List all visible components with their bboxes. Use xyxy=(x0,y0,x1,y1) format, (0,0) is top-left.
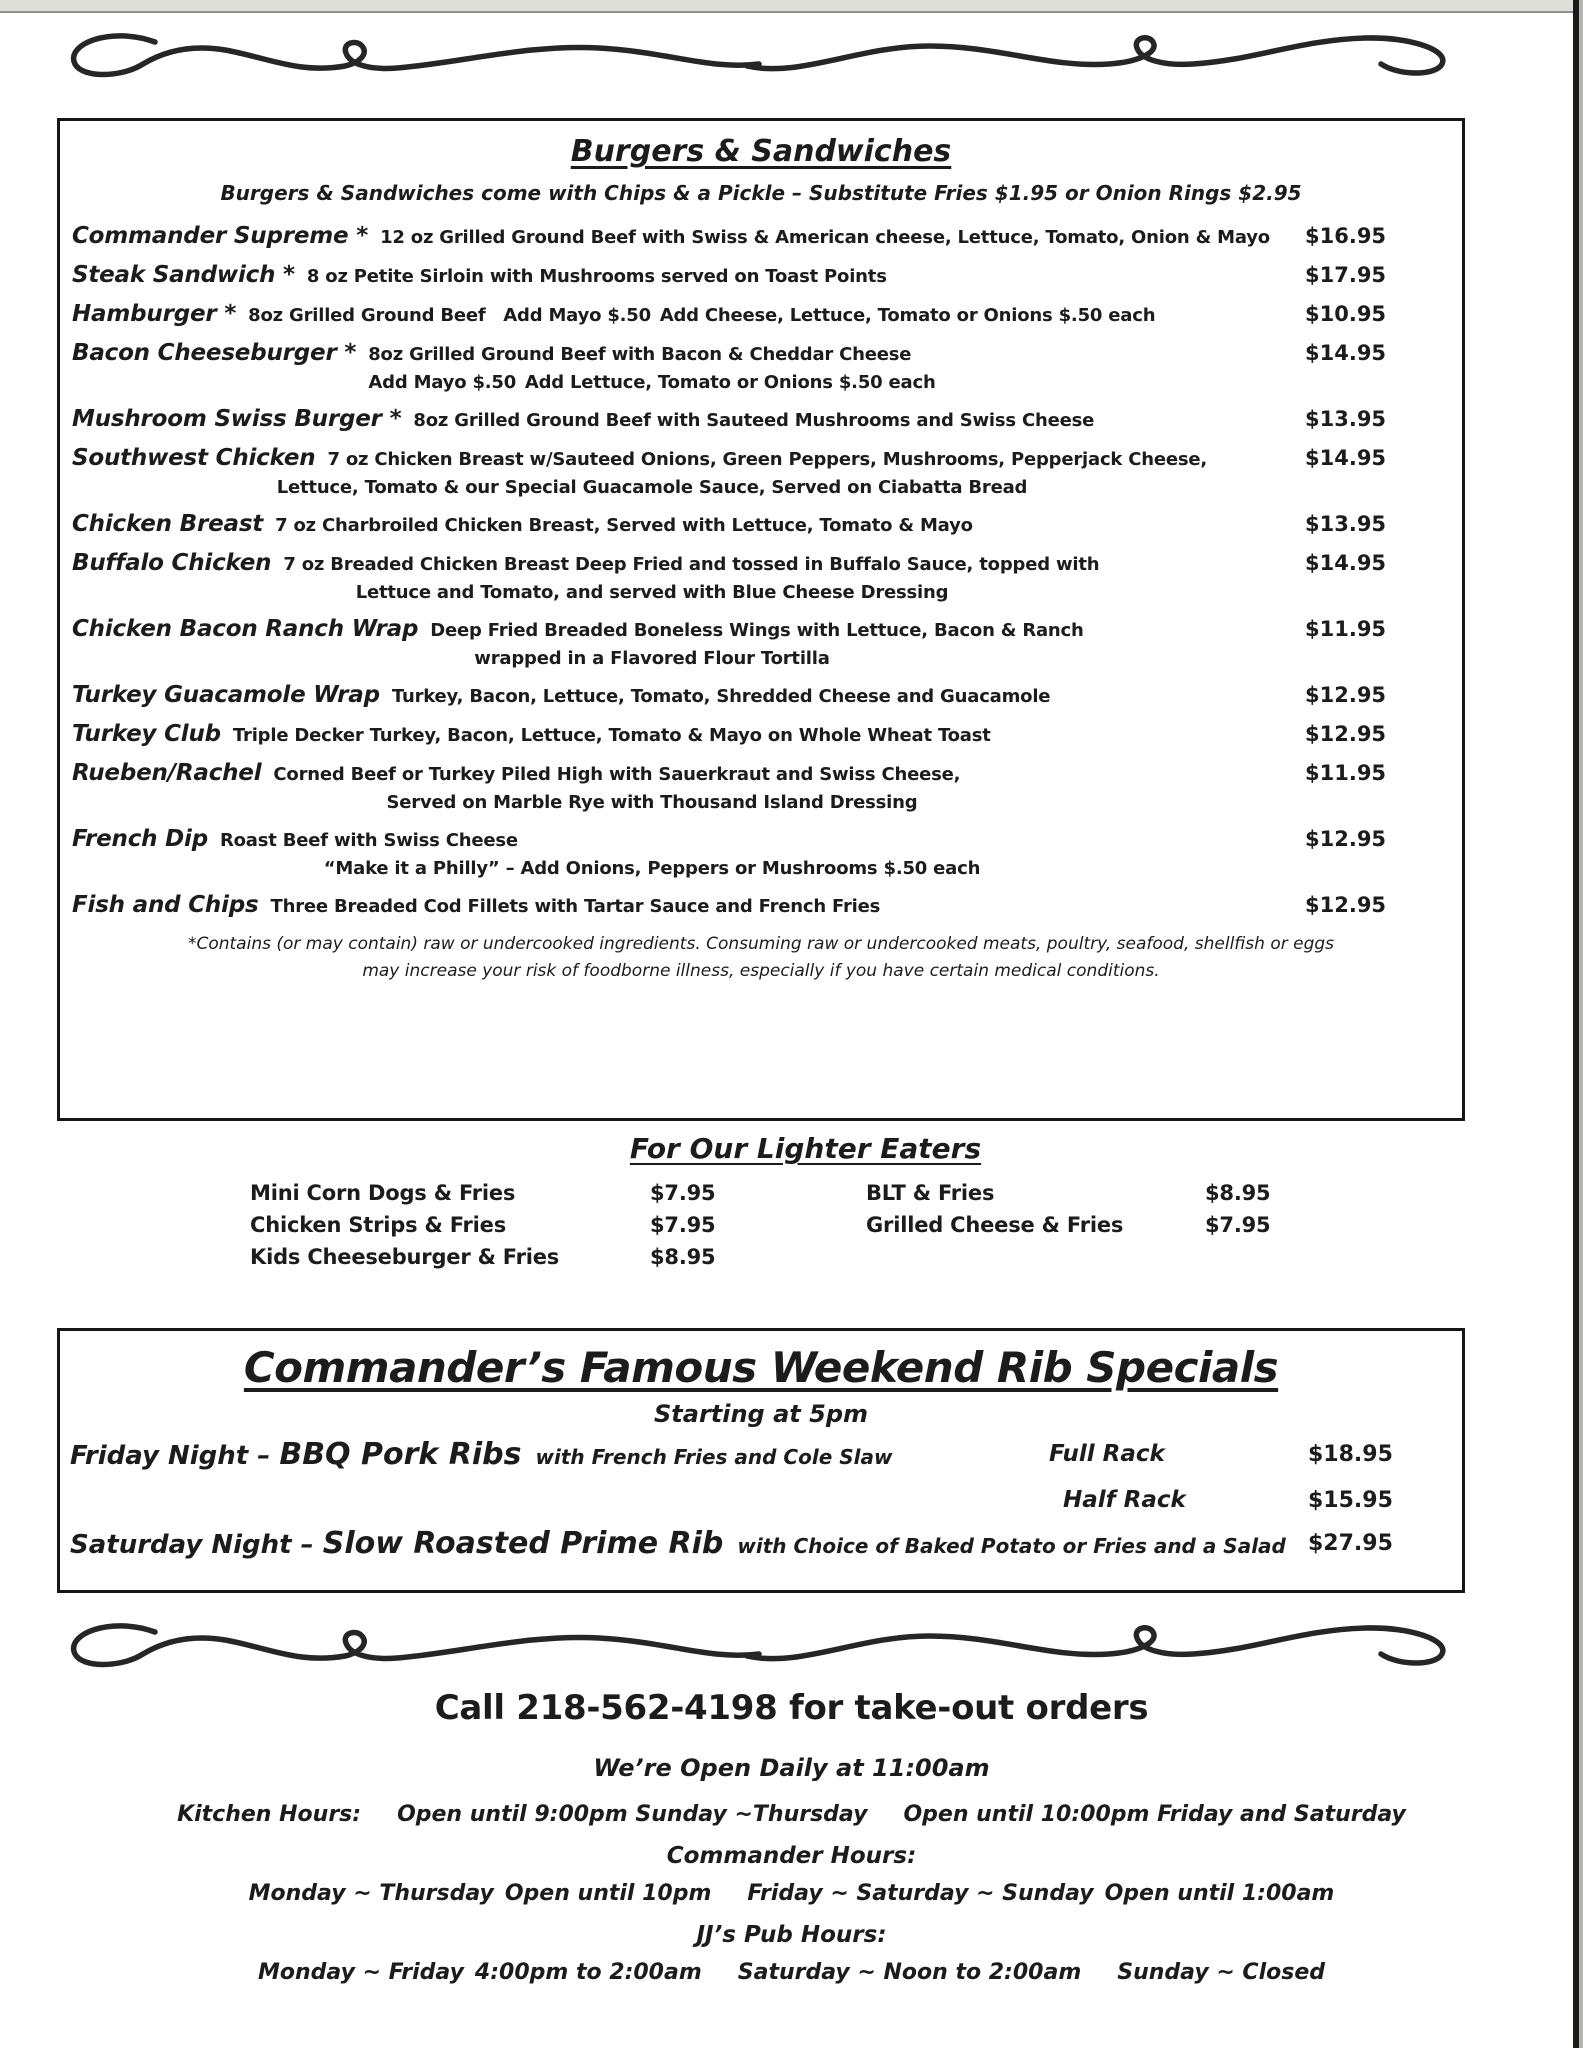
item-description: with Choice of Baked Potato or Fries and a Salad xyxy=(737,1534,1286,1558)
rib-item-friday-halfrack xyxy=(60,1481,1462,1517)
rib-item-saturday xyxy=(60,1526,1462,1561)
item-description: Triple Decker Turkey, Bacon, Lettuce, Tomato & Mayo on Whole Wheat Toast xyxy=(232,725,991,746)
item-description: Deep Fried Breaded Boneless Wings with Lettuce, Bacon & Ranch xyxy=(430,620,1084,641)
kitchen-hours-line xyxy=(0,1802,1583,1827)
item-name: Buffalo Chicken xyxy=(72,550,272,576)
item-name: Fish and Chips xyxy=(72,892,259,918)
rib-specials-section xyxy=(57,1328,1465,1593)
item-price: $7.95 xyxy=(1205,1213,1271,1237)
menu-item xyxy=(72,511,1462,537)
menu-item xyxy=(72,340,1462,393)
item-description-line2: wrapped in a Flavored Flour Tortilla xyxy=(474,648,830,669)
allergy-footnote xyxy=(60,931,1462,985)
menu-item xyxy=(72,550,1462,603)
item-price: $10.95 xyxy=(1305,302,1387,326)
item-name: Mushroom Swiss Burger * xyxy=(72,406,402,432)
option-label: Full Rack xyxy=(1049,1441,1165,1467)
item-price: $14.95 xyxy=(1305,446,1387,470)
jjs-hours-saturday: Saturday ~ Noon to 2:00am xyxy=(737,1960,1082,1985)
item-description: 12 oz Grilled Ground Beef with Swiss & American cheese, Lettuce, Tomato, Onion & Mayo xyxy=(380,227,1270,248)
item-name: Chicken Bacon Ranch Wrap xyxy=(72,616,419,642)
item-description: Turkey, Bacon, Lettuce, Tomato, Shredded Cheese and Guacamole xyxy=(391,686,1051,707)
menu-item xyxy=(72,445,1462,498)
item-name: BBQ Pork Ribs xyxy=(279,1437,522,1472)
flourish-divider-bottom xyxy=(55,1612,1463,1676)
item-description: 8 oz Petite Sirloin with Mushrooms served on Toast Points xyxy=(306,266,887,287)
item-price: $14.95 xyxy=(1305,341,1387,365)
contact-hours-section xyxy=(0,1688,1583,1985)
item-price: $7.95 xyxy=(650,1181,716,1205)
item-description: 7 oz Charbroiled Chicken Breast, Served with Lettuce, Tomato & Mayo xyxy=(275,515,973,536)
kitchen-hours-label: Kitchen Hours: xyxy=(177,1802,362,1827)
rib-item-friday xyxy=(60,1437,1462,1472)
item-description: Three Breaded Cod Fillets with Tartar Sauce and French Fries xyxy=(270,896,881,917)
item-name: Mini Corn Dogs & Fries xyxy=(250,1181,516,1205)
item-name: Southwest Chicken xyxy=(72,445,316,471)
menu-item xyxy=(72,826,1462,879)
item-description: 7 oz Breaded Chicken Breast Deep Fried and tossed in Buffalo Sauce, topped with xyxy=(283,554,1100,575)
item-name: Grilled Cheese & Fries xyxy=(866,1213,1124,1237)
menu-item xyxy=(72,223,1462,249)
commander-hours-line xyxy=(0,1881,1583,1906)
item-name: Commander Supreme * xyxy=(72,223,369,249)
item-name: Steak Sandwich * xyxy=(72,262,295,288)
item-description-line2: Add Mayo $.50 Add Lettuce, Tomato or Onions $.50 each xyxy=(368,372,936,393)
kitchen-hours-weekdays: Open until 9:00pm Sunday ~Thursday xyxy=(397,1802,868,1827)
burgers-section-subtitle: Burgers & Sandwiches come with Chips & a Pickle – Substitute Fries $1.95 or Onion Rings $2.95 xyxy=(220,181,1302,205)
item-price: $11.95 xyxy=(1305,617,1387,641)
burgers-item-list xyxy=(60,223,1462,918)
item-price: $12.95 xyxy=(1305,893,1387,917)
lighter-eaters-title: For Our Lighter Eaters xyxy=(629,1132,982,1165)
jjs-pub-hours-line xyxy=(0,1960,1583,1985)
item-price: $8.95 xyxy=(650,1245,716,1269)
jjs-hours-sunday: Sunday ~ Closed xyxy=(1117,1960,1325,1985)
item-price: $7.95 xyxy=(650,1213,716,1237)
scan-edge-top xyxy=(0,0,1583,13)
item-name: Turkey Guacamole Wrap xyxy=(72,682,380,708)
menu-item xyxy=(72,760,1462,813)
item-description: with French Fries and Cole Slaw xyxy=(535,1445,893,1469)
item-price: $8.95 xyxy=(1205,1181,1271,1205)
item-name: Slow Roasted Prime Rib xyxy=(322,1526,724,1561)
item-name: Chicken Breast xyxy=(72,511,264,537)
rib-specials-subtitle: Starting at 5pm xyxy=(653,1400,869,1428)
item-description-line2: “Make it a Philly” – Add Onions, Peppers or Mushrooms $.50 each xyxy=(323,858,981,879)
jjs-hours-weekdays: Monday ~ Friday 4:00pm to 2:00am xyxy=(257,1960,702,1985)
item-price: $27.95 xyxy=(1308,1531,1393,1556)
menu-item xyxy=(72,682,1462,708)
item-price: $13.95 xyxy=(1305,407,1387,431)
open-daily-line: We’re Open Daily at 11:00am xyxy=(593,1754,990,1782)
item-name: French Dip xyxy=(72,826,208,852)
item-day: Saturday Night – xyxy=(70,1530,323,1560)
item-description-line2: Lettuce, Tomato & our Special Guacamole Sauce, Served on Ciabatta Bread xyxy=(276,477,1028,498)
item-price: $11.95 xyxy=(1305,761,1387,785)
jjs-pub-hours-label: JJ’s Pub Hours: xyxy=(696,1922,887,1948)
item-day: Friday Night – xyxy=(70,1441,280,1471)
takeout-phone-line: Call 218-562-4198 for take-out orders xyxy=(434,1688,1149,1728)
item-price: $12.95 xyxy=(1305,683,1387,707)
menu-item xyxy=(72,616,1462,669)
item-price: $16.95 xyxy=(1305,224,1387,248)
rib-specials-title: Commander’s Famous Weekend Rib Specials xyxy=(243,1343,1279,1392)
item-price: $12.95 xyxy=(1305,827,1387,851)
burgers-section-title: Burgers & Sandwiches xyxy=(570,134,952,169)
allergy-footnote-line1: *Contains (or may contain) raw or undercooked ingredients. Consuming raw or undercooked meats, poultry, seafood, shellfish or eggs xyxy=(187,934,1335,954)
burgers-sandwiches-section xyxy=(57,118,1465,1121)
item-name: Turkey Club xyxy=(72,721,221,747)
item-description: 8oz Grilled Ground Beef with Sauteed Mushrooms and Swiss Cheese xyxy=(413,410,1095,431)
item-name: Bacon Cheeseburger * xyxy=(72,340,357,366)
menu-item xyxy=(72,892,1462,918)
lighter-eaters-section xyxy=(0,1132,1583,1269)
item-description: 8oz Grilled Ground Beef Add Mayo $.50 Add Cheese, Lettuce, Tomato or Onions $.50 each xyxy=(248,305,1156,326)
menu-item xyxy=(72,721,1462,747)
commander-hours-weekend: Friday ~ Saturday ~ Sunday Open until 1:00am xyxy=(747,1881,1335,1906)
menu-item xyxy=(72,262,1462,288)
item-name: Chicken Strips & Fries xyxy=(250,1213,506,1237)
item-description: Corned Beef or Turkey Piled High with Sauerkraut and Swiss Cheese, xyxy=(273,764,961,785)
item-description: Roast Beef with Swiss Cheese xyxy=(219,830,518,851)
item-price: $14.95 xyxy=(1305,551,1387,575)
item-description-line2: Lettuce and Tomato, and served with Blue Cheese Dressing xyxy=(355,582,949,603)
commander-hours-label: Commander Hours: xyxy=(666,1843,917,1869)
item-price: $13.95 xyxy=(1305,512,1387,536)
item-description: 8oz Grilled Ground Beef with Bacon & Cheddar Cheese xyxy=(368,344,912,365)
item-name: BLT & Fries xyxy=(866,1181,995,1205)
item-name: Kids Cheeseburger & Fries xyxy=(250,1245,560,1269)
flourish-divider-top xyxy=(55,22,1463,86)
option-price: $18.95 xyxy=(1308,1442,1393,1467)
item-price: $17.95 xyxy=(1305,263,1387,287)
item-description: 7 oz Chicken Breast w/Sauteed Onions, Green Peppers, Mushrooms, Pepperjack Cheese, xyxy=(327,449,1208,470)
allergy-footnote-line2: may increase your risk of foodborne illness, especially if you have certain medical conditions. xyxy=(362,961,1160,981)
menu-item xyxy=(72,301,1462,327)
option-label: Half Rack xyxy=(1063,1487,1186,1513)
option-price: $15.95 xyxy=(1308,1488,1393,1513)
item-name: Hamburger * xyxy=(72,301,237,327)
menu-item xyxy=(72,406,1462,432)
kitchen-hours-weekend: Open until 10:00pm Friday and Saturday xyxy=(903,1802,1406,1827)
item-name: Rueben/Rachel xyxy=(72,760,262,786)
item-price: $12.95 xyxy=(1305,722,1387,746)
item-description-line2: Served on Marble Rye with Thousand Island Dressing xyxy=(386,792,918,813)
commander-hours-weekdays: Monday ~ Thursday Open until 10pm xyxy=(248,1881,712,1906)
lighter-eaters-list xyxy=(250,1181,1583,1269)
